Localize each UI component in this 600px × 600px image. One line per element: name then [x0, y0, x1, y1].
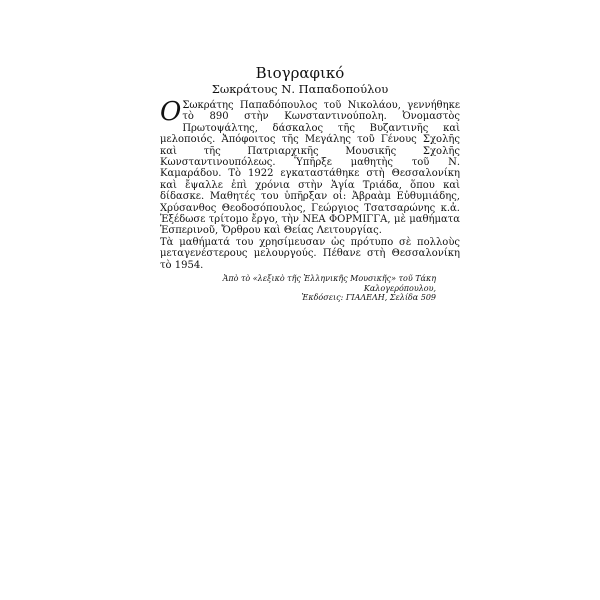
- biography-paragraph-1: [160, 97, 460, 237]
- drop-cap-letter: Ο: [160, 97, 182, 127]
- paragraph-1-text: Σωκράτης Παπαδόπουλος τοῦ Νικολάου, γεννήθηκε τὸ 890 στὴν Κωνσταντινούπολη. Ὀνομαστὸς Πρωτοψάλτης, δάσκαλος τῆς Βυζαντινῆς καὶ μελοποιός. Ἀπόφοιτος τῆς Μεγάλης τοῦ Γένους Σχολῆς καὶ τῆς Πατριαρχικῆς Μουσικῆς Σχολῆς Κωνσταντινουπόλεως. Ὑπῆρξε μαθητὴς τοῦ Ν. Καμαράδου. Τὸ 1922 εγκαταστάθηκε στὴ Θεσσαλονίκη καὶ ἔψαλλε ἐπὶ χρόνια στὴν Ἁγία Τριάδα, ὅπου καὶ δίδασκε. Μαθητές του ὑπῆρξαν οἱ: Ἀβραὰμ Εὐθυμιάδης, Χρύσανθος Θεοδοσόπουλος, Γεώργιος Τσατσαρώνης κ.ἀ. Ἐξέδωσε τρίτομο ἔργο, τὴν ΝΕΑ ΦΟΡΜΙΓΓΑ, μὲ μαθήματα Ἑσπερινοῦ, Ὄρθρου καὶ Θείας Λειτουργίας.: [160, 100, 460, 237]
- source-citation: [160, 274, 436, 303]
- page-subtitle: Σωκράτους Ν. Παπαδοπούλου: [211, 82, 389, 96]
- page-title: Βιογραφικό: [255, 64, 345, 82]
- source-line-2: Ἐκδόσεις: ΓΙΑΛΕΛΗ, Σελίδα 509: [301, 293, 436, 302]
- biography-paragraph-2: Τὰ μαθήματά του χρησίμευσαν ὡς πρότυπο σὲ πολλοὺς μεταγενέστερους μελουργούς. Πέθανε στὴ Θεσσαλονίκη τὸ 1954.: [160, 236, 460, 271]
- source-line-1: Ἀπὸ τὸ «λεξικὸ τῆς Ἑλληνικῆς Μουσικῆς» τοῦ Τάκη Καλογερόπουλου,: [222, 274, 436, 293]
- biography-text: [160, 97, 460, 271]
